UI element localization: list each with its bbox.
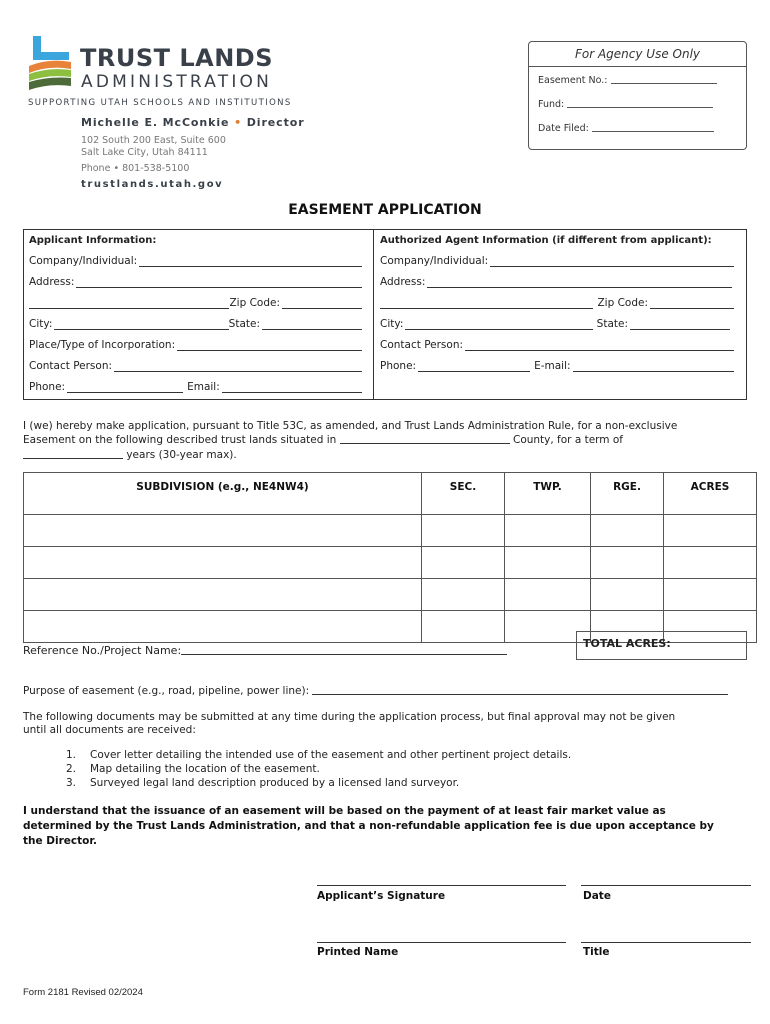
acres-cell[interactable] bbox=[664, 515, 757, 547]
application-text-line3-label: years (30-year max). bbox=[126, 449, 237, 461]
document-text: Cover letter detailing the intended use of the easement and other pertinent project details. bbox=[90, 749, 572, 761]
agent-address-input[interactable] bbox=[427, 277, 732, 288]
agent-state-label: State: bbox=[596, 318, 628, 330]
agent-company-input[interactable] bbox=[490, 256, 734, 267]
document-num: 3. bbox=[66, 777, 77, 789]
agent-email-input[interactable] bbox=[573, 361, 734, 372]
rge-cell[interactable] bbox=[591, 547, 664, 579]
date-filed-label: Date Filed: bbox=[538, 123, 589, 134]
applicant-incorporation-field[interactable] bbox=[29, 339, 362, 351]
agency-title: For Agency Use Only bbox=[574, 47, 701, 61]
agent-email-label: E-mail: bbox=[534, 360, 571, 372]
agent-zip-row[interactable] bbox=[380, 297, 734, 309]
website: trustlands.utah.gov bbox=[81, 179, 224, 190]
applicant-zip-label: Zip Code: bbox=[229, 297, 280, 309]
twp-cell[interactable] bbox=[505, 547, 591, 579]
acknowledgement bbox=[23, 804, 714, 849]
table-row bbox=[24, 515, 757, 547]
fund-label: Fund: bbox=[538, 99, 565, 110]
easement-no-field[interactable] bbox=[538, 75, 717, 86]
applicant-info-box bbox=[23, 229, 747, 400]
printed-name-line[interactable] bbox=[317, 942, 566, 943]
agent-phone-row[interactable] bbox=[380, 360, 734, 372]
document-text: Surveyed legal land description produced by a licensed land surveyor. bbox=[90, 777, 460, 789]
applicant-phone-row[interactable] bbox=[29, 381, 362, 393]
reference-label: Reference No./Project Name: bbox=[23, 644, 182, 657]
twp-cell[interactable] bbox=[505, 579, 591, 611]
applicant-city-input[interactable] bbox=[54, 319, 228, 330]
applicant-incorporation-label: Place/Type of Incorporation: bbox=[29, 339, 176, 351]
applicant-address-input[interactable] bbox=[76, 277, 362, 288]
agent-city-label: City: bbox=[380, 318, 404, 330]
date-label: Date bbox=[583, 890, 611, 902]
date-filed-field[interactable] bbox=[538, 123, 714, 134]
fund-line[interactable] bbox=[567, 107, 713, 108]
subdivision-cell[interactable] bbox=[24, 515, 422, 547]
applicant-address-label: Address: bbox=[29, 276, 75, 288]
table-row bbox=[24, 547, 757, 579]
agent-zip-label: Zip Code: bbox=[597, 297, 648, 309]
subdivision-cell[interactable] bbox=[24, 547, 422, 579]
agent-state-input[interactable] bbox=[630, 319, 730, 330]
document-num: 2. bbox=[66, 763, 77, 775]
director-title: Director bbox=[246, 116, 305, 129]
applicant-email-label: Email: bbox=[187, 381, 220, 393]
application-text-line2 bbox=[23, 434, 623, 446]
document-text: Map detailing the location of the easement. bbox=[90, 763, 320, 775]
applicant-zip-row[interactable] bbox=[29, 297, 362, 309]
tagline: SUPPORTING UTAH SCHOOLS AND INSTITUTIONS bbox=[28, 98, 292, 108]
header-acres: ACRES bbox=[664, 473, 757, 515]
term-years-input[interactable] bbox=[23, 458, 123, 459]
total-acres-box[interactable] bbox=[576, 631, 747, 660]
easement-no-label: Easement No.: bbox=[538, 75, 608, 86]
applicant-address2-input[interactable] bbox=[29, 298, 229, 309]
title-label: Title bbox=[583, 946, 610, 958]
address-line-2: Salt Lake City, Utah 84111 bbox=[81, 147, 208, 158]
director-separator: • bbox=[234, 116, 243, 129]
application-text-line1: I (we) hereby make application, pursuant to Title 53C, as amended, and Trust Lands Administration Rule, for a non-exclusive bbox=[23, 420, 678, 432]
documents-intro-line1: The following documents may be submitted at any time during the application process, but final approval may not be given bbox=[23, 711, 676, 723]
trust-lands-logo-icon bbox=[29, 36, 71, 90]
agent-contact-label: Contact Person: bbox=[380, 339, 464, 351]
agency-divider bbox=[529, 66, 746, 67]
applicant-contact-field[interactable] bbox=[29, 360, 362, 372]
agent-city-input[interactable] bbox=[405, 319, 592, 330]
reference-row[interactable] bbox=[23, 644, 507, 657]
table-header-row bbox=[24, 473, 757, 515]
form-title: EASEMENT APPLICATION bbox=[288, 202, 482, 218]
document-num: 1. bbox=[66, 749, 77, 761]
logo-title: TRUST LANDS bbox=[80, 44, 274, 72]
sec-cell[interactable] bbox=[422, 547, 505, 579]
form-revision-footer: Form 2181 Revised 02/2024 bbox=[23, 987, 143, 998]
title-line[interactable] bbox=[581, 942, 751, 943]
header-sec: SEC. bbox=[422, 473, 505, 515]
agent-address-label: Address: bbox=[380, 276, 426, 288]
applicant-heading: Applicant Information: bbox=[29, 235, 157, 246]
agent-heading: Authorized Agent Information (if different from applicant): bbox=[380, 235, 712, 246]
acknowledgement-line1: I understand that the issuance of an easement will be based on the payment of at least fair market value as bbox=[23, 805, 666, 817]
county-input[interactable] bbox=[340, 443, 510, 444]
applicant-contact-input[interactable] bbox=[114, 361, 362, 372]
purpose-row[interactable] bbox=[23, 685, 728, 697]
agent-phone-label: Phone: bbox=[380, 360, 417, 372]
document-item-3 bbox=[66, 777, 459, 789]
applicant-city-row[interactable] bbox=[29, 318, 362, 330]
header-rge: RGE. bbox=[591, 473, 664, 515]
agent-city-row[interactable] bbox=[380, 318, 730, 330]
applicant-company-field[interactable] bbox=[29, 255, 362, 267]
easement-no-line[interactable] bbox=[611, 83, 717, 84]
applicant-company-input[interactable] bbox=[139, 256, 362, 267]
applicant-state-input[interactable] bbox=[262, 319, 362, 330]
agent-company-label: Company/Individual: bbox=[380, 255, 489, 267]
reference-input[interactable] bbox=[181, 654, 507, 655]
applicant-address-field[interactable] bbox=[29, 276, 362, 288]
sec-cell[interactable] bbox=[422, 611, 505, 643]
document-item-2 bbox=[66, 763, 320, 775]
applicant-phone-label: Phone: bbox=[29, 381, 66, 393]
applicant-zip-input[interactable] bbox=[282, 298, 362, 309]
acres-cell[interactable] bbox=[664, 579, 757, 611]
applicant-contact-label: Contact Person: bbox=[29, 360, 113, 372]
date-line[interactable] bbox=[581, 885, 751, 886]
applicant-signature-label: Applicant’s Signature bbox=[317, 890, 446, 902]
subdivision-cell[interactable] bbox=[24, 579, 422, 611]
subdivision-cell[interactable] bbox=[24, 611, 422, 643]
twp-cell[interactable] bbox=[505, 515, 591, 547]
rge-cell[interactable] bbox=[591, 515, 664, 547]
director-name: Michelle E. McConkie bbox=[81, 116, 230, 129]
agent-phone-input[interactable] bbox=[418, 361, 530, 372]
purpose-label: Purpose of easement (e.g., road, pipeline, power line): bbox=[23, 685, 310, 697]
applicant-city-label: City: bbox=[29, 318, 53, 330]
agent-address2-input[interactable] bbox=[380, 298, 593, 309]
total-acres-label: TOTAL ACRES: bbox=[583, 637, 671, 650]
logo-subtitle: ADMINISTRATION bbox=[81, 72, 273, 92]
applicant-state-label: State: bbox=[228, 318, 260, 330]
printed-name-label: Printed Name bbox=[317, 946, 399, 958]
applicant-company-label: Company/Individual: bbox=[29, 255, 138, 267]
agent-zip-input[interactable] bbox=[650, 298, 734, 309]
acknowledgement-line3: the Director. bbox=[23, 835, 98, 847]
applicant-phone-input[interactable] bbox=[67, 382, 183, 393]
documents-intro-line2: until all documents are received: bbox=[23, 724, 196, 736]
date-filed-line[interactable] bbox=[592, 131, 714, 132]
header-subdivision: SUBDIVISION (e.g., NE4NW4) bbox=[24, 473, 422, 515]
applicant-incorporation-input[interactable] bbox=[177, 340, 362, 351]
land-description-table bbox=[23, 472, 757, 643]
acknowledgement-line2: determined by the Trust Lands Administration, and that a non-refundable application fee is due upon acceptance by bbox=[23, 820, 714, 832]
phone-line: Phone • 801-538-5100 bbox=[81, 163, 190, 174]
sec-cell[interactable] bbox=[422, 579, 505, 611]
sec-cell[interactable] bbox=[422, 515, 505, 547]
director-line bbox=[81, 116, 305, 129]
address-line-1: 102 South 200 East, Suite 600 bbox=[81, 135, 226, 146]
application-text-line2a: Easement on the following described trust lands situated in bbox=[23, 434, 337, 446]
purpose-input[interactable] bbox=[312, 694, 728, 695]
column-divider bbox=[373, 230, 374, 399]
agency-use-box bbox=[528, 41, 747, 150]
agent-address-field[interactable] bbox=[380, 276, 732, 288]
table-row bbox=[24, 579, 757, 611]
applicant-signature-line[interactable] bbox=[317, 885, 566, 886]
agent-contact-input[interactable] bbox=[465, 340, 734, 351]
document-item-1 bbox=[66, 749, 571, 761]
header-twp: TWP. bbox=[505, 473, 591, 515]
applicant-email-input[interactable] bbox=[222, 382, 362, 393]
application-text-line3 bbox=[23, 449, 237, 461]
acres-cell[interactable] bbox=[664, 547, 757, 579]
application-text-line2b: County, for a term of bbox=[512, 434, 623, 446]
agent-company-field[interactable] bbox=[380, 255, 734, 267]
agent-contact-field[interactable] bbox=[380, 339, 734, 351]
fund-field[interactable] bbox=[538, 99, 713, 110]
rge-cell[interactable] bbox=[591, 579, 664, 611]
